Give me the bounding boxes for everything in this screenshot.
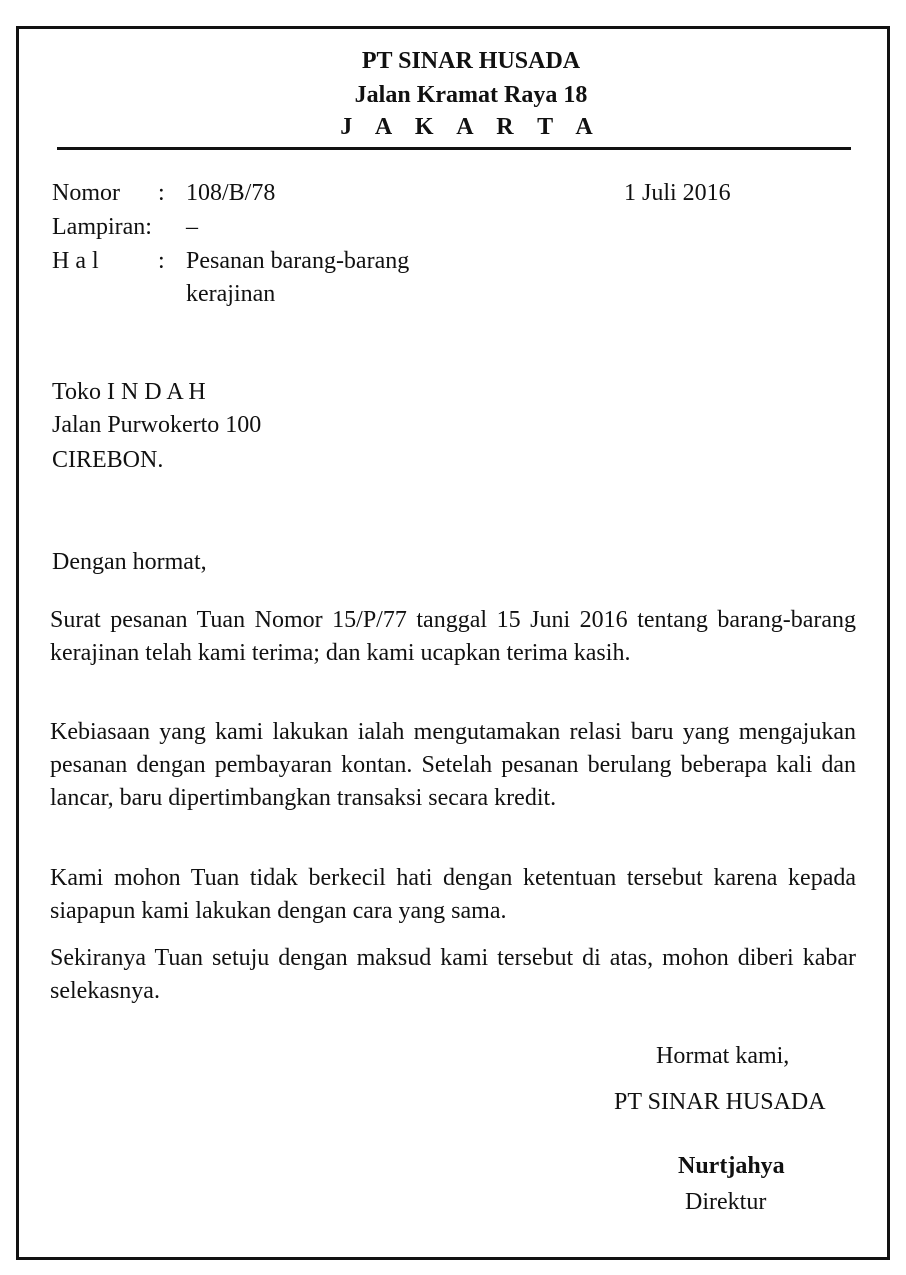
salutation: Dengan hormat, (52, 549, 207, 575)
letterhead-divider (57, 147, 851, 150)
hal-value-line1: Pesanan barang-barang (186, 248, 410, 274)
letterhead-city: J A K A R T A (340, 114, 602, 140)
recipient-city: CIREBON. (52, 447, 164, 473)
hal-value-line2: kerajinan (186, 281, 276, 307)
closing-company: PT SINAR HUSADA (614, 1089, 826, 1115)
closing-greeting: Hormat kami, (656, 1043, 790, 1069)
signatory-name: Nurtjahya (678, 1153, 785, 1179)
letter-date: 1 Juli 2016 (624, 180, 731, 206)
paragraph-3: Kami mohon Tuan tidak berkecil hati dengan ketentuan tersebut karena kepada siapapun kami lakukan dengan cara yang sama. (50, 865, 856, 924)
letterhead-company: PT SINAR HUSADA (361, 48, 581, 74)
nomor-colon: : (158, 180, 165, 206)
hal-colon: : (158, 248, 165, 274)
nomor-label: Nomor (52, 180, 120, 206)
recipient-name: Toko I N D A H (52, 379, 206, 405)
hal-label: H a l (52, 248, 99, 274)
signatory-title: Direktur (685, 1189, 767, 1215)
paragraph-4: Sekiranya Tuan setuju dengan maksud kami tersebut di atas, mohon diberi kabar selekasnya. (50, 945, 856, 1004)
recipient-street: Jalan Purwokerto 100 (52, 412, 262, 438)
lampiran-label: Lampiran: (52, 214, 152, 240)
lampiran-value: – (186, 214, 198, 240)
letterhead-street: Jalan Kramat Raya 18 (354, 82, 588, 108)
paragraph-1: Surat pesanan Tuan Nomor 15/P/77 tanggal 15 Juni 2016 tentang barang-barang kerajinan telah kami terima; dan kami ucapkan terima kasih. (50, 607, 856, 666)
paragraph-2: Kebiasaan yang kami lakukan ialah mengutamakan relasi baru yang mengajukan pesanan dengan pembayaran kontan. Setelah pesanan berulang beberapa kali dan lancar, baru dipertimbangkan transaksi secara kredit. (50, 719, 856, 811)
nomor-value: 108/B/78 (186, 180, 276, 206)
